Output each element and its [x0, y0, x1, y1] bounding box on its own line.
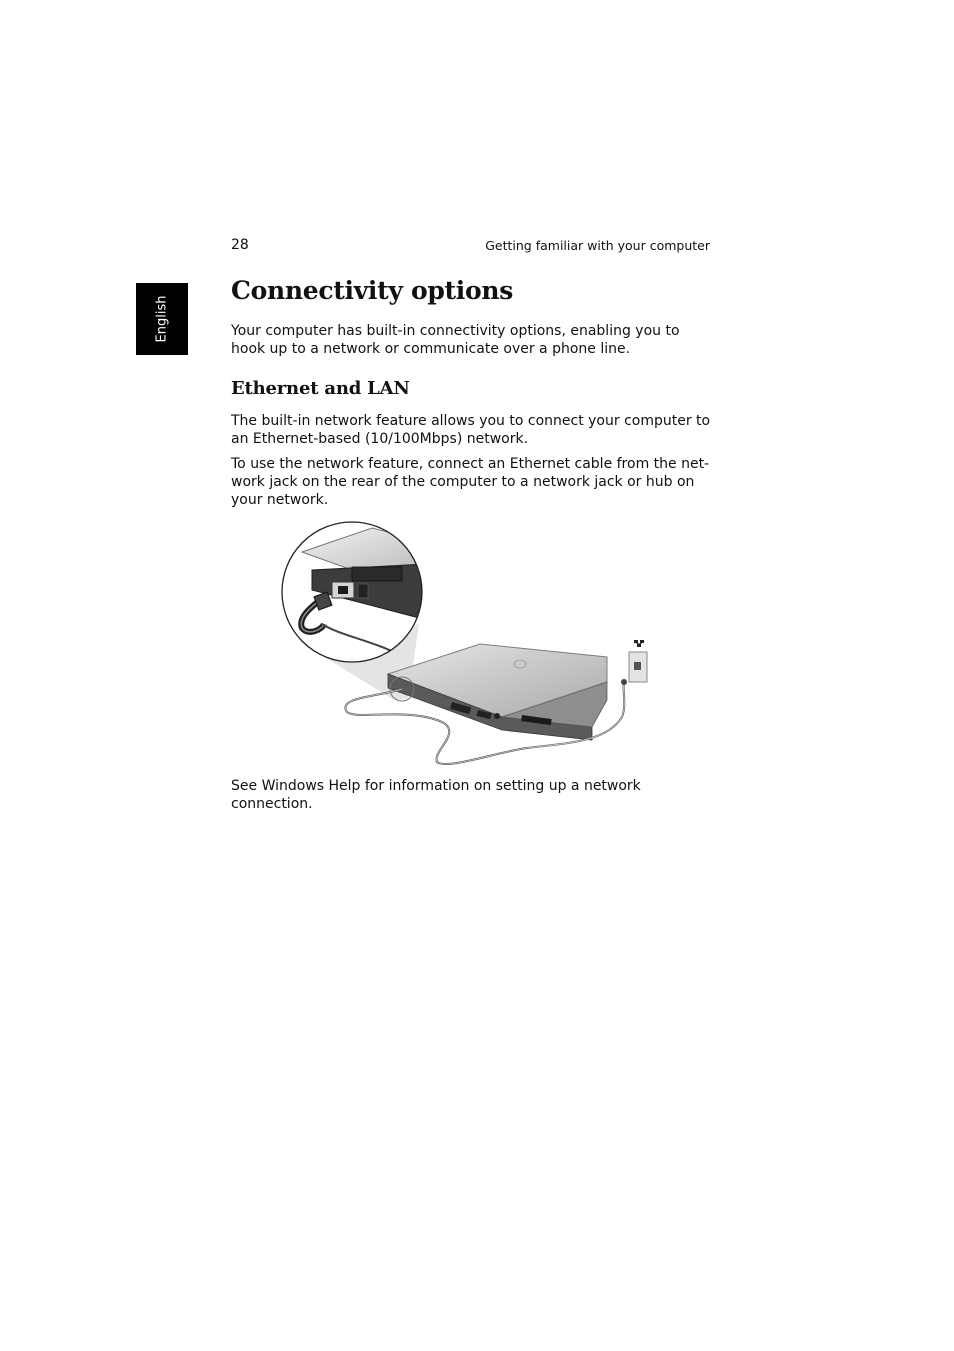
subsection-title: Ethernet and LAN — [231, 378, 410, 399]
running-header: Getting familiar with your computer — [485, 238, 710, 253]
page-number: 28 — [231, 237, 249, 253]
section-title: Connectivity options — [231, 276, 514, 305]
network-instructions-paragraph: To use the network feature, connect an Ethernet cable from the net-work jack on the rear of the computer to a network jack or hub on your network. — [231, 456, 710, 508]
network-icon — [634, 640, 644, 647]
language-tab-label: English — [154, 295, 170, 343]
language-tab — [136, 283, 188, 355]
windows-help-paragraph: See Windows Help for information on setting up a network connection. — [231, 778, 641, 812]
network-feature-paragraph: The built-in network feature allows you to connect your computer to an Ethernet-based (10/100Mbps) network. — [231, 413, 711, 447]
laptop-ethernet-drawing — [262, 512, 662, 770]
intro-paragraph: Your computer has built-in connectivity options, enabling you to hook up to a network or communicate over a phone line. — [231, 323, 680, 357]
laptop-ethernet-illustration — [262, 512, 662, 770]
